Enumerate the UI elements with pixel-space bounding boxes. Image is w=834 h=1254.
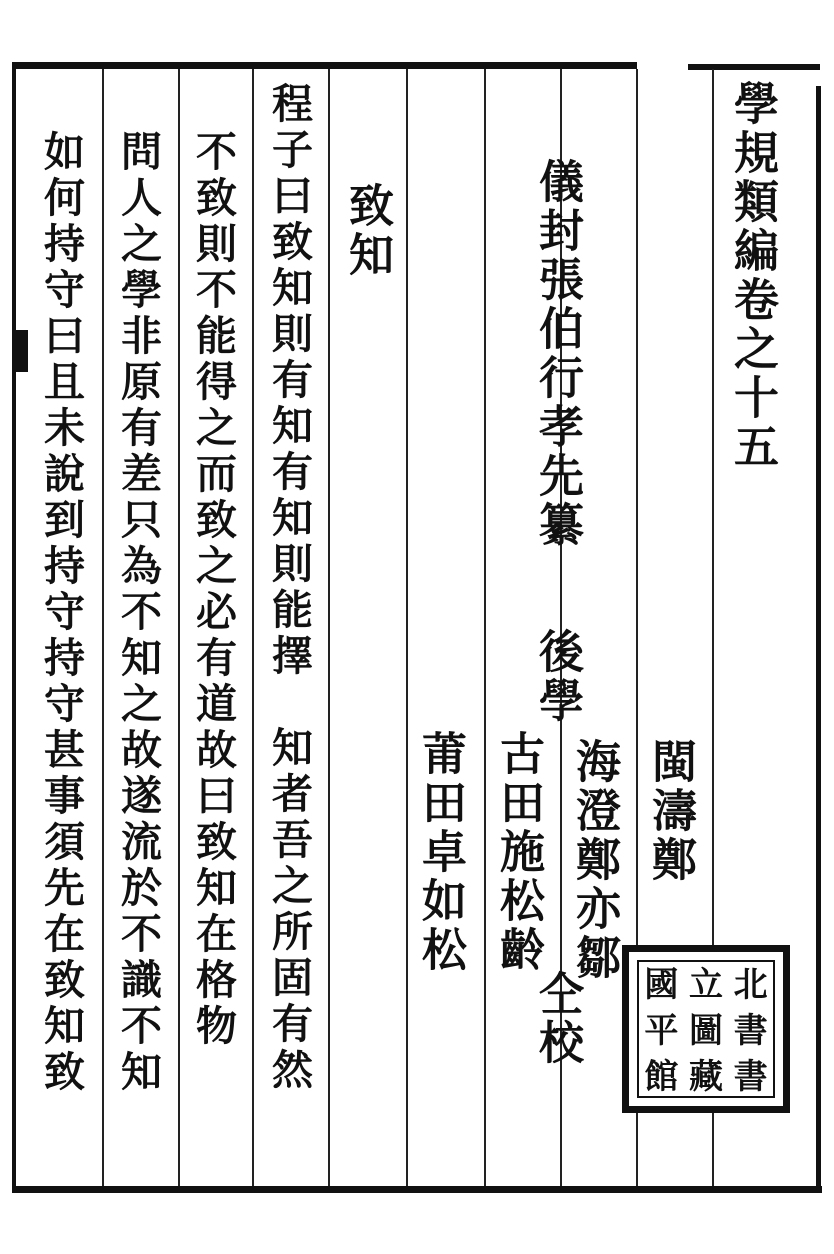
editor-name-3: 古田施松齡	[492, 730, 545, 975]
seal-char: 北	[733, 965, 768, 1005]
body-column-1: 程子曰致知則有知有知則能擇 知者吾之所固有然	[265, 82, 313, 1094]
section-title: 致知	[341, 182, 394, 280]
column-divider	[102, 69, 104, 1186]
editor-name-2: 海澄鄭亦鄒	[568, 738, 621, 983]
library-seal-stamp	[622, 945, 790, 1113]
column-divider	[406, 69, 408, 1186]
editor-name-4: 莆田卓如松	[414, 730, 467, 975]
seal-char: 書	[733, 1057, 768, 1097]
body-column-2: 不致則不能得之而致之必有道故曰致知在格物	[189, 130, 237, 1050]
frame-top-border	[12, 62, 637, 69]
frame-right-border	[816, 86, 821, 1191]
seal-char: 館	[644, 1057, 679, 1097]
seal-char: 平	[644, 1011, 679, 1051]
column-divider	[178, 69, 180, 1186]
fish-tail-mark	[12, 330, 28, 372]
body-column-4: 如何持守曰且未說到持守持守甚事須先在致知致	[37, 130, 85, 1096]
book-title: 學規類編卷之十五	[726, 80, 779, 472]
seal-char: 書	[733, 1011, 768, 1051]
editor-name-1: 閩濤鄭	[644, 738, 697, 885]
seal-char: 圖	[688, 1011, 723, 1051]
column-divider	[484, 69, 486, 1186]
compiler-line: 儀封張伯行孝先纂	[531, 158, 584, 550]
seal-char: 立	[688, 965, 723, 1005]
body-column-3: 問人之學非原有差只為不知之故遂流於不識不知	[114, 130, 162, 1096]
column-divider	[252, 69, 254, 1186]
frame-bottom-border	[14, 1186, 822, 1193]
seal-char: 國	[644, 965, 679, 1005]
seal-char: 藏	[688, 1057, 723, 1097]
pupils-label: 後學	[531, 628, 584, 726]
frame-left-border	[12, 62, 16, 1193]
frame-top-border-right	[688, 64, 820, 70]
column-divider	[328, 69, 330, 1186]
editors-suffix: 仝校	[531, 970, 584, 1068]
